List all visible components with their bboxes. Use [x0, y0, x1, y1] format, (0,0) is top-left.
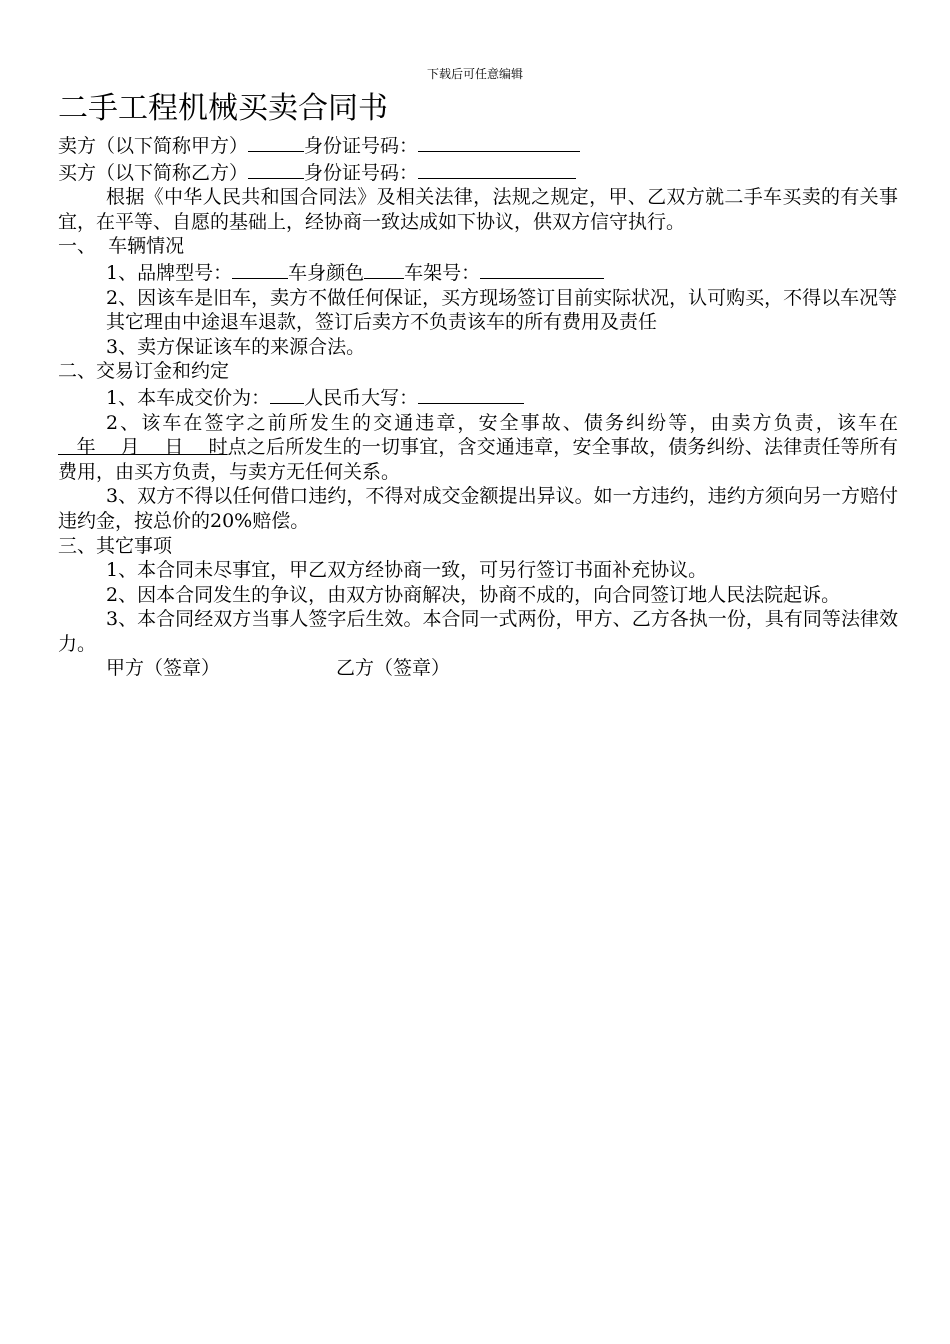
section1-item1 — [58, 259, 898, 286]
section2-item2-part1: 2、该车在签字之前所发生的交通违章，安全事故、债务纠纷等，由卖方负责，该车在 — [106, 411, 898, 434]
section3-item3: 3、本合同经双方当事人签字后生效。本合同一式两份，甲方、乙方各执一份，具有同等法律效力。 — [58, 608, 898, 655]
frame-label: 车架号： — [404, 261, 481, 284]
color-blank[interactable] — [364, 259, 404, 279]
date-blank[interactable]: 年 月 日 时 — [58, 436, 228, 459]
section2-item3: 3、双方不得以任何借口违约，不得对成交金额提出异议。如一方违约，违约方须向另一方赔付违约金，按总价的20%赔偿。 — [58, 485, 898, 532]
rmb-label: 人民币大写： — [304, 386, 419, 409]
section3-item2: 2、因本合同发生的争议，由双方协商解决，协商不成的，向合同签订地人民法院起诉。 — [106, 583, 841, 606]
section2-item2 — [58, 411, 898, 485]
section1-item3: 3、卖方保证该车的来源合法。 — [106, 335, 366, 358]
brand-label: 1、品牌型号： — [106, 261, 233, 284]
seller-line — [58, 132, 898, 159]
buyer-id-label: 身份证号码： — [304, 161, 419, 184]
intro-paragraph: 根据《中华人民共和国合同法》及相关法律，法规之规定，甲、乙双方就二手车买卖的有关事宜，在平等、自愿的基础上，经协商一致达成如下协议，供双方信守执行。 — [58, 186, 898, 233]
seller-label: 卖方（以下简称甲方） — [58, 135, 249, 157]
party-a-signature: 甲方（签章） — [106, 657, 221, 680]
buyer-line — [58, 159, 898, 186]
rmb-amount-blank[interactable] — [418, 384, 524, 404]
price-blank[interactable] — [270, 384, 304, 404]
section1-heading: 一、 车辆情况 — [58, 235, 185, 258]
brand-blank[interactable] — [232, 259, 288, 279]
section2-item2-part2: 点之后所发生的一切事宜，含交通违章，安全事故，债务纠纷、法律责任等所有费用，由买方负责，与卖方无任何关系。 — [58, 436, 898, 483]
section2-item1 — [58, 384, 898, 411]
seller-id-blank[interactable] — [418, 132, 580, 152]
document-title: 二手工程机械买卖合同书 — [58, 91, 388, 126]
seller-name-blank[interactable] — [248, 132, 304, 152]
color-label: 车身颜色 — [288, 261, 365, 284]
contract-document — [58, 90, 898, 681]
buyer-id-blank[interactable] — [418, 159, 576, 179]
seller-id-label: 身份证号码： — [304, 135, 419, 157]
buyer-label: 买方（以下简称乙方） — [58, 161, 249, 184]
party-b-signature: 乙方（签章） — [336, 657, 451, 680]
section3-item1: 1、本合同未尽事宜，甲乙双方经协商一致，可另行签订书面补充协议。 — [106, 559, 708, 582]
section1-item2: 2、因该车是旧车，卖方不做任何保证，买方现场签订目前实际状况，认可购买，不得以车况等其它理由中途退车退款，签订后卖方不负责该车的所有费用及责任 — [106, 286, 898, 334]
signature-line — [58, 656, 898, 681]
section2-heading: 二、交易订金和约定 — [58, 360, 230, 383]
buyer-name-blank[interactable] — [248, 159, 304, 179]
header-note: 下载后可任意编辑 — [426, 67, 523, 81]
frame-number-blank[interactable] — [480, 259, 604, 279]
price-label: 1、本车成交价为： — [106, 386, 271, 409]
section3-heading: 三、其它事项 — [58, 534, 173, 557]
